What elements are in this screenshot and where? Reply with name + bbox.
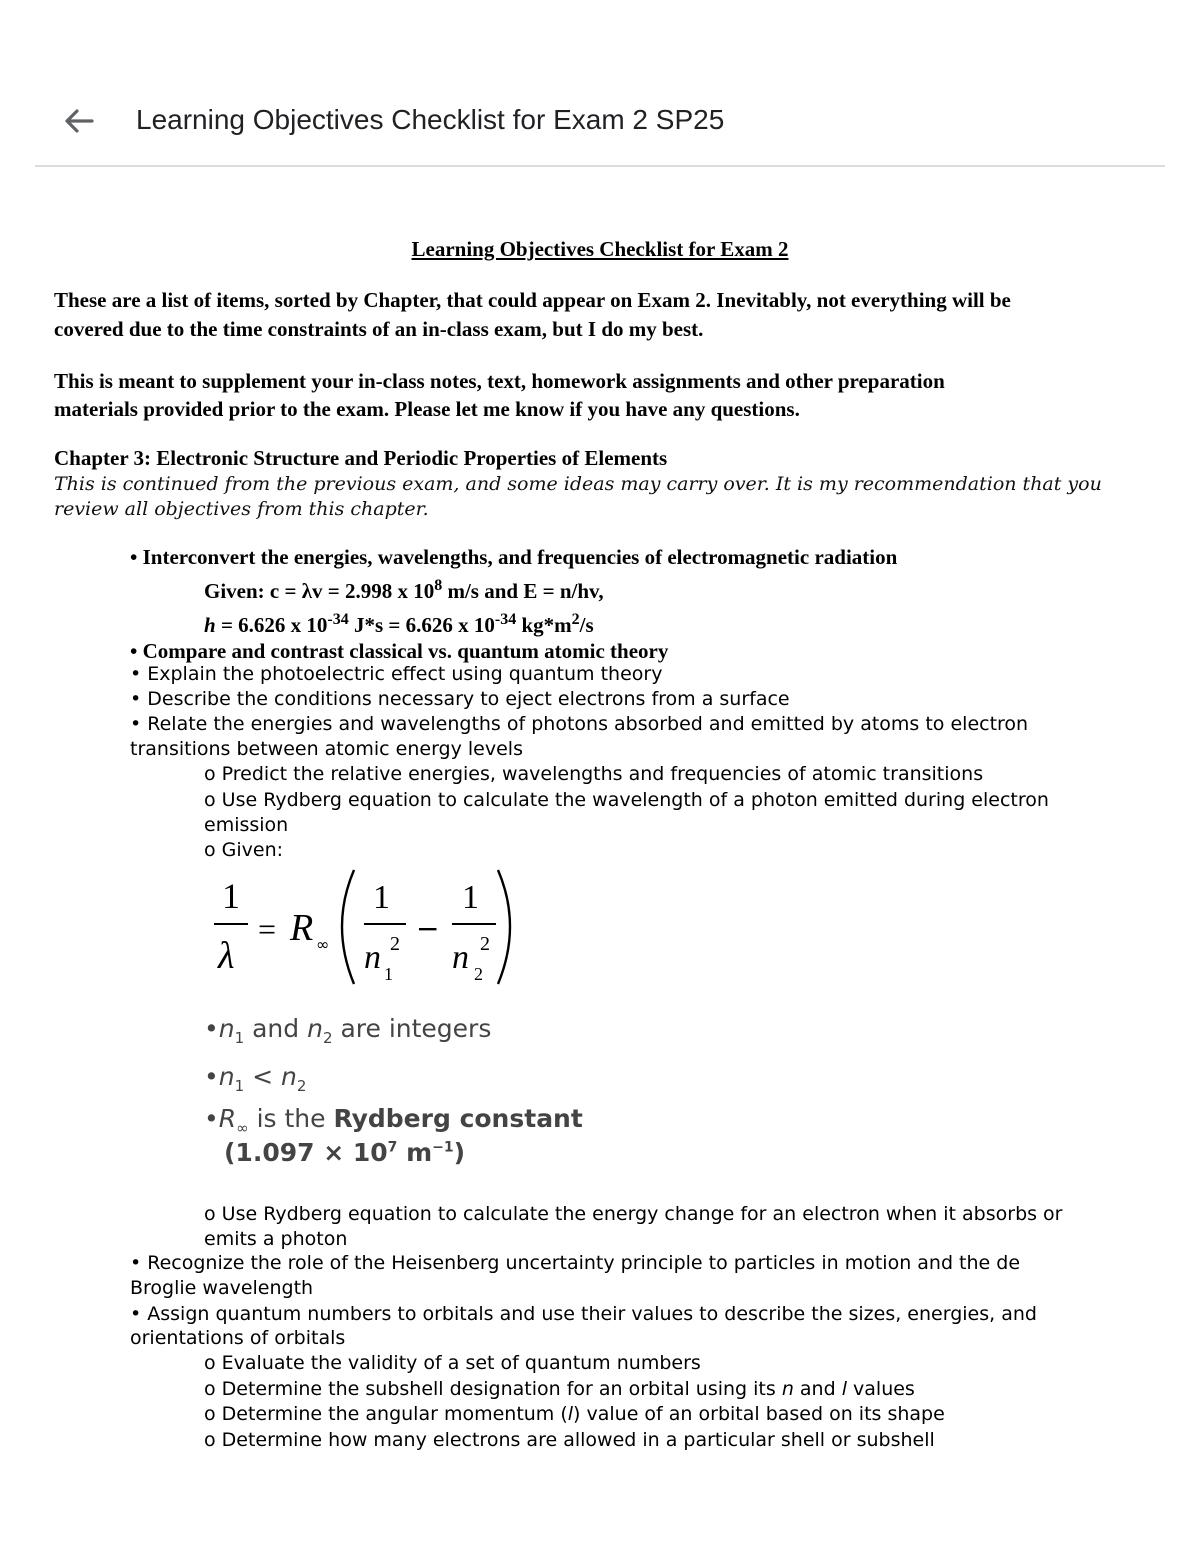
top-bar xyxy=(0,0,1200,166)
formula-one-b: 1 xyxy=(462,879,479,916)
intro-line-1: These are a list of items, sorted by Chapter, that could appear on Exam 2. Inevitably, not everything will be xyxy=(54,288,1011,312)
objective-heisenberg-line-2: Broglie wavelength xyxy=(130,1277,314,1299)
formula-equals: = xyxy=(258,911,277,947)
chapter-note-line-2: review all objectives from this chapter. xyxy=(54,498,429,520)
formula-minus: − xyxy=(416,912,440,945)
objective-quantum-numbers-line-2: orientations of orbitals xyxy=(130,1327,346,1349)
objective-heisenberg-line-1: • Recognize the role of the Heisenberg uncertainty principle to particles in motion and the de xyxy=(130,1252,1021,1274)
formula-n2: n xyxy=(452,939,469,976)
objective-quantum-numbers-line-1: • Assign quantum numbers to orbitals and use their values to describe the sizes, energies, and xyxy=(130,1303,1037,1325)
doc-heading: Learning Objectives Checklist for Exam 2 xyxy=(411,237,789,261)
chapter-heading: Chapter 3: Electronic Structure and Periodic Properties of Elements xyxy=(54,446,668,470)
objective-compare: • Compare and contrast classical vs. quantum atomic theory xyxy=(130,639,669,663)
note-integers: $•n_1$ and $n_2$ are integers xyxy=(204,1014,492,1047)
sub-rydberg-energy-line-1: o Use Rydberg equation to calculate the energy change for an electron when it absorbs or xyxy=(204,1203,1063,1225)
chapter-note-line-1: This is continued from the previous exam, and some ideas may carry over. It is my recommendation that you xyxy=(54,473,1102,495)
objective-relate-line-2: transitions between atomic energy levels xyxy=(130,738,523,760)
formula-r: R xyxy=(290,907,314,949)
objective-eject-electrons: • Describe the conditions necessary to eject electrons from a surface xyxy=(130,688,790,710)
note-inequality: $•n_1 < n_2$ xyxy=(204,1062,307,1095)
sub-electrons-allowed: o Determine how many electrons are allowed in a particular shell or subshell xyxy=(204,1429,935,1451)
formula-one-a: 1 xyxy=(373,879,390,916)
formula-n1: n xyxy=(364,939,381,976)
intro-line-2: covered due to the time constraints of an in-class exam, but I do my best. xyxy=(54,317,704,341)
given-line-1: Given: c = λv = 2.998 x $10^8$ m/s and E = n/hv, xyxy=(204,577,604,603)
given-line-2: h = 6.626 x $10^{-34}$ J*s = 6.626 x $10^{-34}$ $kg*m^2/s$ xyxy=(204,611,594,637)
header-divider xyxy=(35,165,1165,167)
sub-validity: o Evaluate the validity of a set of quantum numbers xyxy=(204,1352,701,1374)
objective-interconvert: • Interconvert the energies, wavelengths, and frequencies of electromagnetic radiation xyxy=(130,545,898,569)
objective-relate-line-1: • Relate the energies and wavelengths of photons absorbed and emitted by atoms to electron xyxy=(130,713,1029,735)
sub-predict: o Predict the relative energies, wavelengths and frequencies of atomic transitions xyxy=(204,763,984,785)
objective-photoelectric: • Explain the photoelectric effect using quantum theory xyxy=(130,663,663,685)
document-title: Learning Objectives Checklist for Exam 2 SP25 xyxy=(136,104,725,135)
sub-rydberg-energy-line-2: emits a photon xyxy=(204,1228,348,1250)
note-rydberg-constant: $•R_\infty$ is the Rydberg constant xyxy=(204,1104,583,1137)
formula-n1-sub: 1 xyxy=(384,964,393,984)
sub-subshell: o Determine the subshell designation for an orbital using its n and l values xyxy=(204,1378,915,1400)
formula-num: 1 xyxy=(222,876,240,916)
formula-lambda: λ xyxy=(218,935,235,977)
arrow-left-icon[interactable] xyxy=(62,104,96,138)
formula-n2-sup: 2 xyxy=(480,933,490,955)
sub-rydberg-wavelength-line-2: emission xyxy=(204,814,289,836)
formula-left-paren xyxy=(342,870,354,984)
supplement-line-1: This is meant to supplement your in-class notes, text, homework assignments and other preparation xyxy=(54,369,945,393)
formula-inf: ∞ xyxy=(316,935,330,954)
formula-right-paren xyxy=(498,870,510,984)
sub-rydberg-wavelength-line-1: o Use Rydberg equation to calculate the wavelength of a photon emitted during electron xyxy=(204,789,1049,811)
formula-n1-sup: 2 xyxy=(390,933,400,955)
formula-n2-sub: 2 xyxy=(474,964,483,984)
sub-angular-momentum: o Determine the angular momentum (l) value of an orbital based on its shape xyxy=(204,1403,945,1425)
note-rydberg-value: ($1.097 \times 10^7$ $m^{-1}$) xyxy=(224,1138,466,1167)
sub-given: o Given: xyxy=(204,839,284,861)
rydberg-formula xyxy=(204,864,534,994)
supplement-line-2: materials provided prior to the exam. Please let me know if you have any questions. xyxy=(54,397,800,421)
